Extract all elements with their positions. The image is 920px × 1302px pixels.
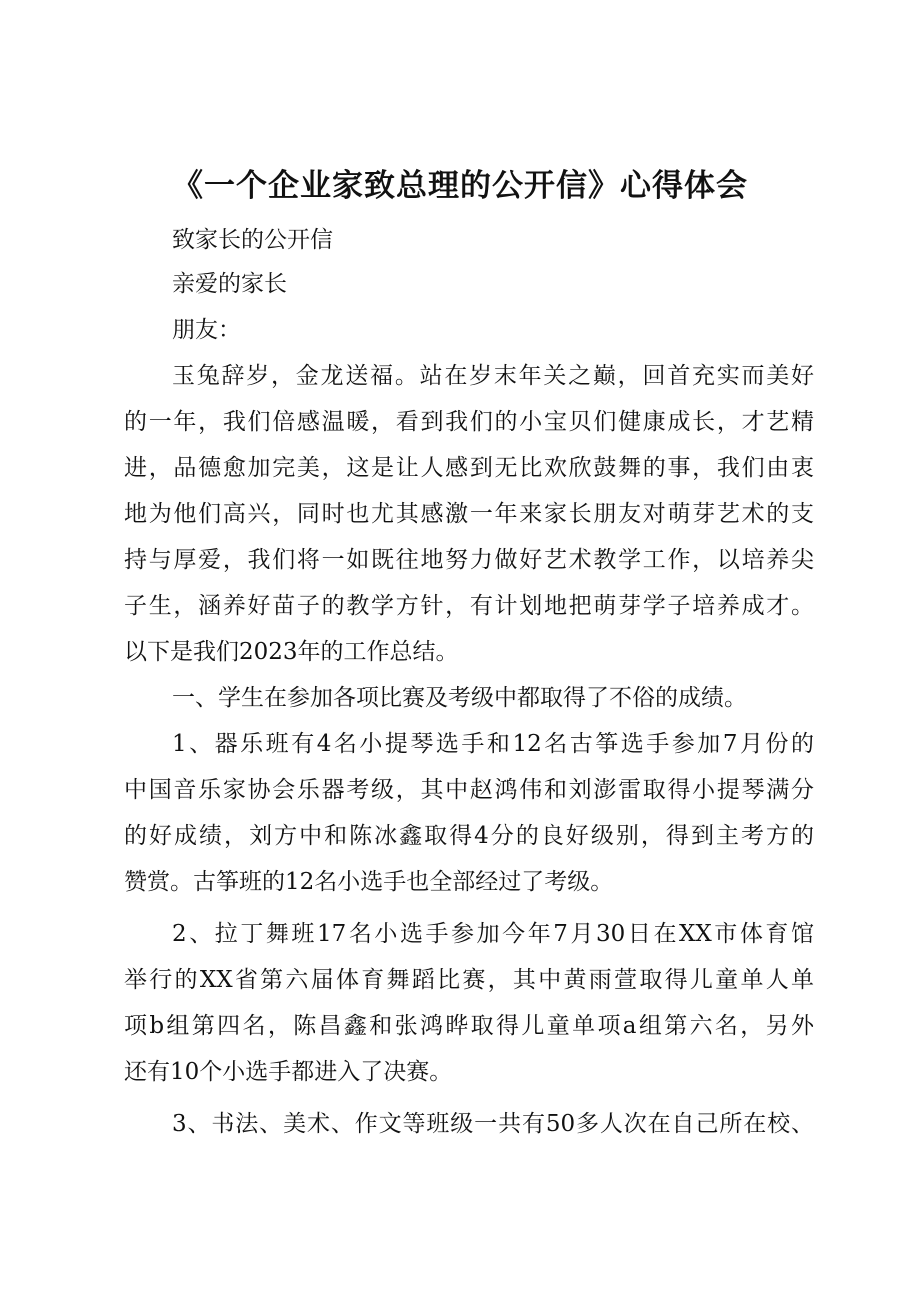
body-line: 进，品德愈加完美，这是让人感到无比欢欣鼓舞的事，我们由衷 [124, 455, 814, 481]
document-title: 《一个企业家致总理的公开信》心得体会 [172, 168, 748, 204]
body-line: 中国音乐家协会乐器考级，其中赵鸿伟和刘澎雷取得小提琴满分 [124, 777, 814, 803]
body-line: 地为他们高兴，同时也尤其感激一年来家长朋友对萌芽艺术的支 [124, 501, 814, 527]
body-line: 1、器乐班有4名小提琴选手和12名古筝选手参加7月份的 [172, 731, 814, 757]
body-line: 2、拉丁舞班17名小选手参加今年7月30日在XX市体育馆 [172, 921, 814, 947]
body-line: 子生，涵养好苗子的教学方针，有计划地把萌芽学子培养成才。 [124, 593, 814, 619]
body-line: 项b组第四名，陈昌鑫和张鸿晔取得儿童单项a组第六名，另外 [124, 1013, 814, 1039]
body-line: 赞赏。古筝班的12名小选手也全部经过了考级。 [124, 869, 614, 895]
salutation-heading: 致家长的公开信 [172, 227, 333, 253]
body-line: 3、书法、美术、作文等班级一共有50多人次在自己所在校、 [172, 1111, 814, 1137]
salutation-line: 亲爱的家长 [172, 271, 287, 297]
salutation-line: 朋友： [172, 317, 241, 343]
body-line: 的一年，我们倍感温暖，看到我们的小宝贝们健康成长，才艺精 [124, 409, 814, 435]
body-line: 还有10个小选手都进入了决赛。 [124, 1059, 453, 1085]
body-line: 举行的XX省第六届体育舞蹈比赛，其中黄雨萱取得儿童单人单 [124, 967, 814, 993]
section-heading: 一、学生在参加各项比赛及考级中都取得了不俗的成绩。 [172, 685, 747, 711]
body-line: 以下是我们2023年的工作总结。 [124, 639, 459, 665]
body-line: 的好成绩，刘方中和陈冰鑫取得4分的良好级别，得到主考方的 [124, 823, 814, 849]
body-line: 持与厚爱，我们将一如既往地努力做好艺术教学工作，以培养尖 [124, 547, 814, 573]
body-line: 玉兔辞岁，金龙送福。站在岁末年关之巅，回首充实而美好 [172, 363, 814, 389]
